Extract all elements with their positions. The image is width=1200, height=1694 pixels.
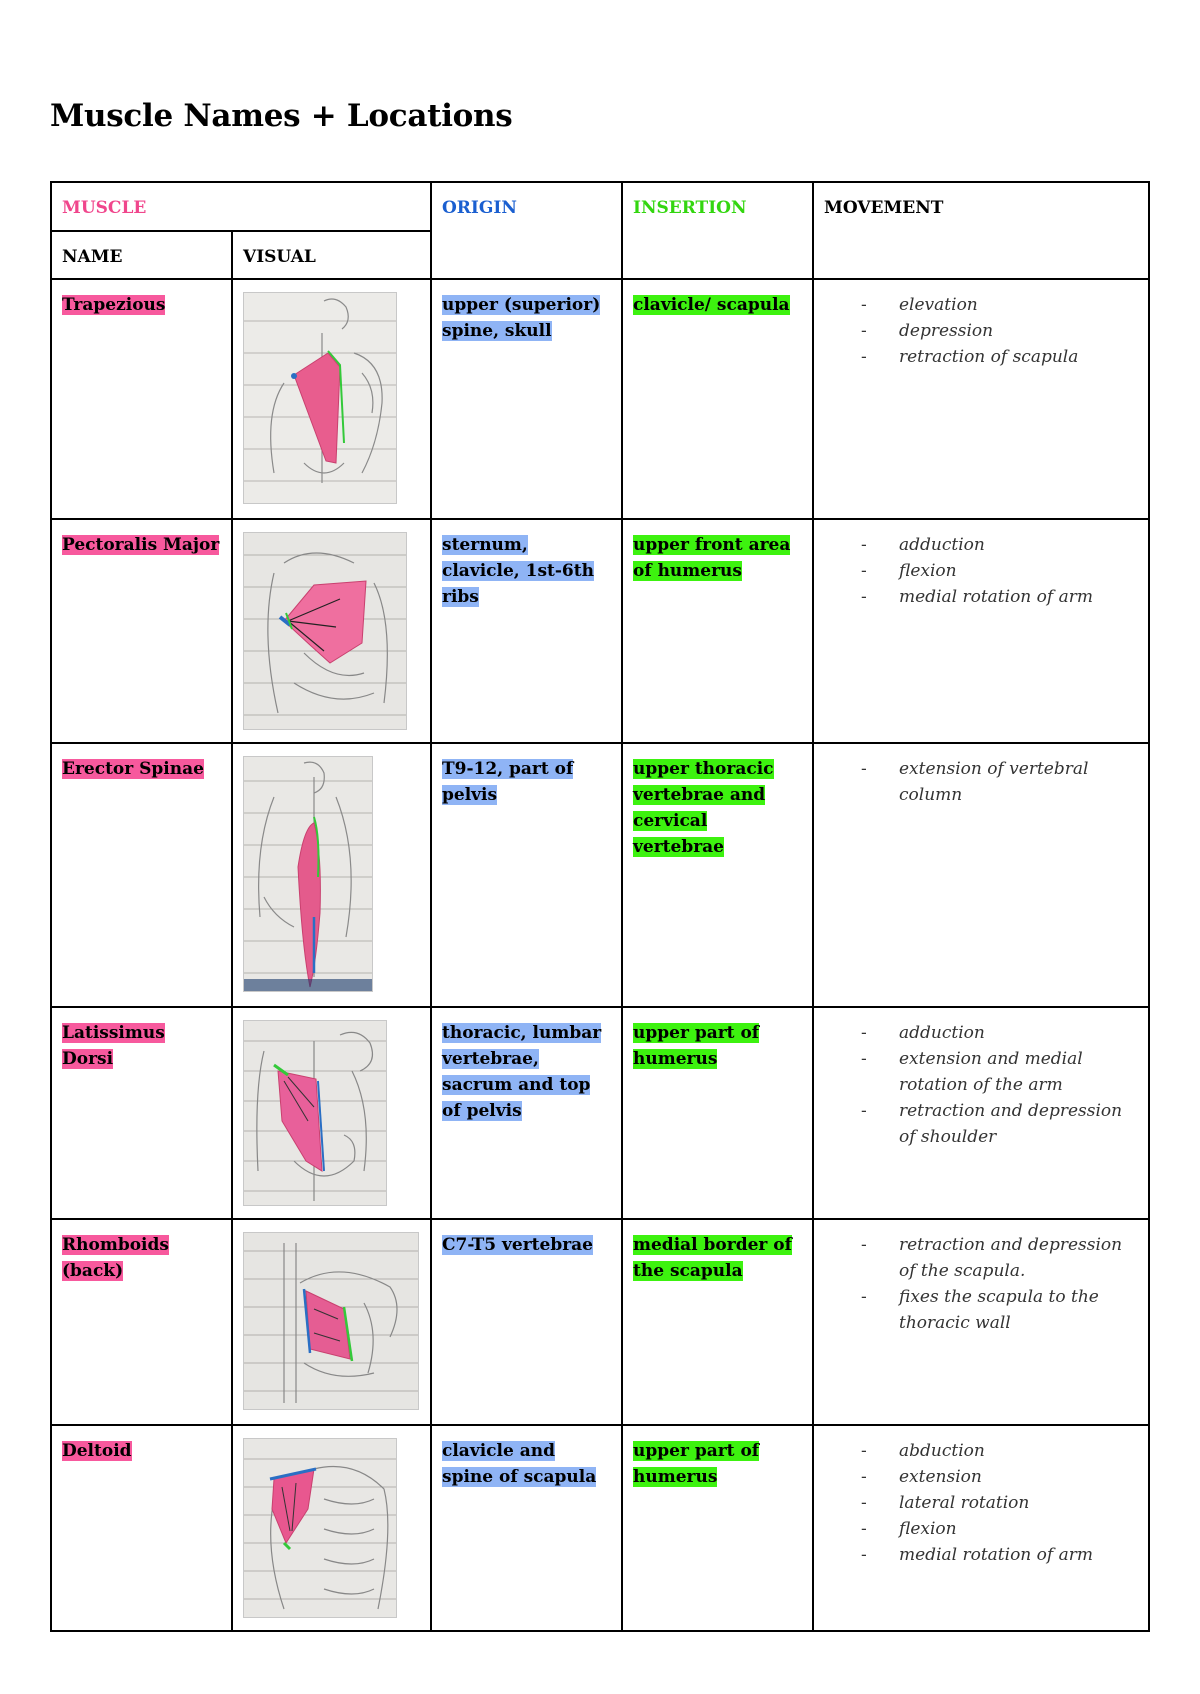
name-cell (51, 279, 232, 519)
movement-item: - medial rotation of arm (861, 1545, 1093, 1565)
erector-spinae-sketch-image (243, 756, 373, 992)
movement-item: - abduction (861, 1441, 985, 1461)
movement-list (824, 1020, 1138, 1150)
movement-list (824, 292, 1138, 370)
origin-text: upper (superior) spine, skull (442, 295, 601, 341)
movement-item: - fixes the scapula to the thoracic wall (861, 1287, 1099, 1333)
muscle-name: Pectoralis Major (62, 535, 220, 555)
insertion-text: clavicle/ scapula (633, 295, 790, 315)
insertion-text: upper part of humerus (633, 1023, 760, 1069)
movement-item: - retraction and depression of shoulder (861, 1101, 1123, 1147)
header-visual-cell (232, 231, 431, 279)
movement-item: - elevation (861, 295, 978, 315)
header-insertion: INSERTION (633, 198, 747, 218)
movement-item: - flexion (861, 561, 957, 581)
muscle-name: Latissimus Dorsi (62, 1023, 165, 1069)
origin-cell (431, 743, 622, 1007)
muscle-table (50, 181, 1150, 1632)
insertion-cell (622, 1425, 813, 1631)
visual-cell (232, 743, 431, 1007)
insertion-text: medial border of the scapula (633, 1235, 792, 1281)
name-cell (51, 1219, 232, 1425)
muscle-name: Rhomboids (back) (62, 1235, 169, 1281)
insertion-cell (622, 279, 813, 519)
origin-text: clavicle and spine of scapula (442, 1441, 597, 1487)
insertion-cell (622, 1007, 813, 1219)
visual-cell (232, 1425, 431, 1631)
movement-item: - lateral rotation (861, 1493, 1030, 1513)
insertion-cell (622, 519, 813, 743)
movement-item: - extension and medial rotation of the arm (861, 1049, 1083, 1095)
movement-cell (813, 743, 1149, 1007)
insertion-text: upper front area of humerus (633, 535, 791, 581)
table-row (51, 1007, 1149, 1219)
trapezius-sketch-image (243, 292, 397, 504)
insertion-cell (622, 743, 813, 1007)
movement-cell (813, 1219, 1149, 1425)
header-visual: VISUAL (243, 247, 316, 267)
name-cell (51, 743, 232, 1007)
deltoid-sketch-image (243, 1438, 397, 1618)
header-muscle: MUSCLE (62, 198, 147, 218)
header-name-cell (51, 231, 232, 279)
table-row (51, 1425, 1149, 1631)
muscle-name: Trapezious (62, 295, 166, 315)
movement-cell (813, 1007, 1149, 1219)
movement-item: - medial rotation of arm (861, 587, 1093, 607)
movement-list (824, 756, 1138, 808)
movement-item: - extension of vertebral column (861, 759, 1089, 805)
muscle-name: Deltoid (62, 1441, 132, 1461)
header-muscle-cell (51, 182, 431, 231)
origin-cell (431, 1425, 622, 1631)
origin-text: C7-T5 vertebrae (442, 1235, 593, 1255)
latissimus-sketch-image (243, 1020, 387, 1206)
movement-item: - depression (861, 321, 994, 341)
movement-item: - retraction and depression of the scapula. (861, 1235, 1123, 1281)
name-cell (51, 1007, 232, 1219)
origin-text: thoracic, lumbar vertebrae, sacrum and top of pelvis (442, 1023, 602, 1121)
insertion-text: upper part of humerus (633, 1441, 760, 1487)
table-row (51, 1219, 1149, 1425)
insertion-text: upper thoracic vertebrae and cervical vertebrae (633, 759, 774, 857)
movement-item: - retraction of scapula (861, 347, 1079, 367)
origin-cell (431, 519, 622, 743)
pectoralis-sketch-image (243, 532, 407, 730)
origin-cell (431, 1007, 622, 1219)
header-movement-cell (813, 182, 1149, 279)
table-row (51, 519, 1149, 743)
name-cell (51, 1425, 232, 1631)
header-origin-cell (431, 182, 622, 279)
movement-item: - adduction (861, 1023, 985, 1043)
movement-item: - adduction (861, 535, 985, 555)
visual-cell (232, 1219, 431, 1425)
visual-cell (232, 519, 431, 743)
origin-text: T9-12, part of pelvis (442, 759, 574, 805)
muscle-name: Erector Spinae (62, 759, 204, 779)
visual-cell (232, 279, 431, 519)
name-cell (51, 519, 232, 743)
header-origin: ORIGIN (442, 198, 517, 218)
origin-text: sternum, clavicle, 1st-6th ribs (442, 535, 594, 607)
movement-item: - extension (861, 1467, 982, 1487)
movement-list (824, 532, 1138, 610)
movement-cell (813, 279, 1149, 519)
movement-item: - flexion (861, 1519, 957, 1539)
insertion-cell (622, 1219, 813, 1425)
visual-cell (232, 1007, 431, 1219)
rhomboid-sketch-image (243, 1232, 419, 1410)
header-movement: MOVEMENT (824, 198, 944, 218)
movement-list (824, 1438, 1138, 1568)
header-name: NAME (62, 247, 123, 267)
movement-cell (813, 1425, 1149, 1631)
origin-cell (431, 1219, 622, 1425)
table-row (51, 279, 1149, 519)
origin-cell (431, 279, 622, 519)
table-row (51, 743, 1149, 1007)
header-insertion-cell (622, 182, 813, 279)
movement-cell (813, 519, 1149, 743)
movement-list (824, 1232, 1138, 1336)
page-title: Muscle Names + Locations (50, 98, 513, 134)
